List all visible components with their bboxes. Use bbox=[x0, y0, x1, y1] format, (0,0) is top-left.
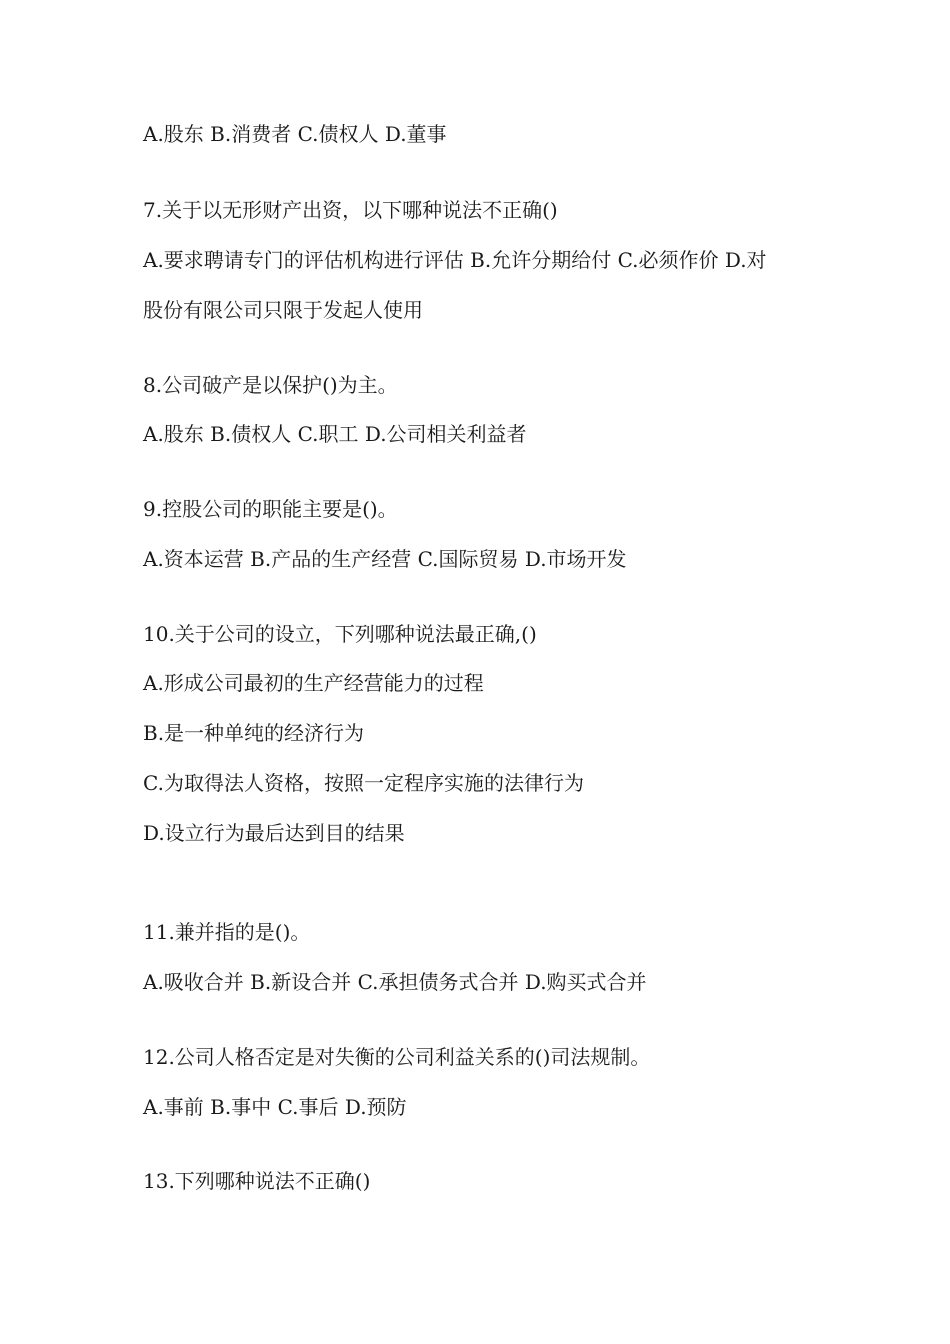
answer-options-q9: A.资本运营 B.产品的生产经营 C.国际贸易 D.市场开发 bbox=[143, 547, 627, 571]
answer-options-q7: A.要求聘请专门的评估机构进行评估 B.允许分期给付 C.必须作价 D.对 bbox=[143, 248, 767, 272]
question-10: 10.关于公司的设立，下列哪种说法最正确,() bbox=[143, 622, 537, 646]
answer-options-q11: A.吸收合并 B.新设合并 C.承担债务式合并 D.购买式合并 bbox=[143, 970, 647, 994]
answer-option-q10-d: D.设立行为最后达到目的结果 bbox=[143, 821, 405, 845]
question-9: 9.控股公司的职能主要是()。 bbox=[143, 497, 398, 521]
answer-option-q10-b: B.是一种单纯的经济行为 bbox=[143, 721, 365, 745]
question-8: 8.公司破产是以保护()为主。 bbox=[143, 373, 398, 397]
answer-option-q10-c: C.为取得法人资格，按照一定程序实施的法律行为 bbox=[143, 771, 584, 795]
question-7: 7.关于以无形财产出资，以下哪种说法不正确() bbox=[143, 198, 558, 222]
question-12: 12.公司人格否定是对失衡的公司利益关系的()司法规制。 bbox=[143, 1045, 651, 1069]
answer-options-q7-continued: 股份有限公司只限于发起人使用 bbox=[143, 298, 423, 322]
question-11: 11.兼并指的是()。 bbox=[143, 920, 311, 944]
answer-options-q6: A.股东 B.消费者 C.债权人 D.董事 bbox=[143, 122, 447, 146]
answer-options-q12: A.事前 B.事中 C.事后 D.预防 bbox=[143, 1095, 407, 1119]
answer-option-q10-a: A.形成公司最初的生产经营能力的过程 bbox=[143, 671, 484, 695]
question-13: 13.下列哪种说法不正确() bbox=[143, 1169, 371, 1193]
answer-options-q8: A.股东 B.债权人 C.职工 D.公司相关利益者 bbox=[143, 422, 527, 446]
